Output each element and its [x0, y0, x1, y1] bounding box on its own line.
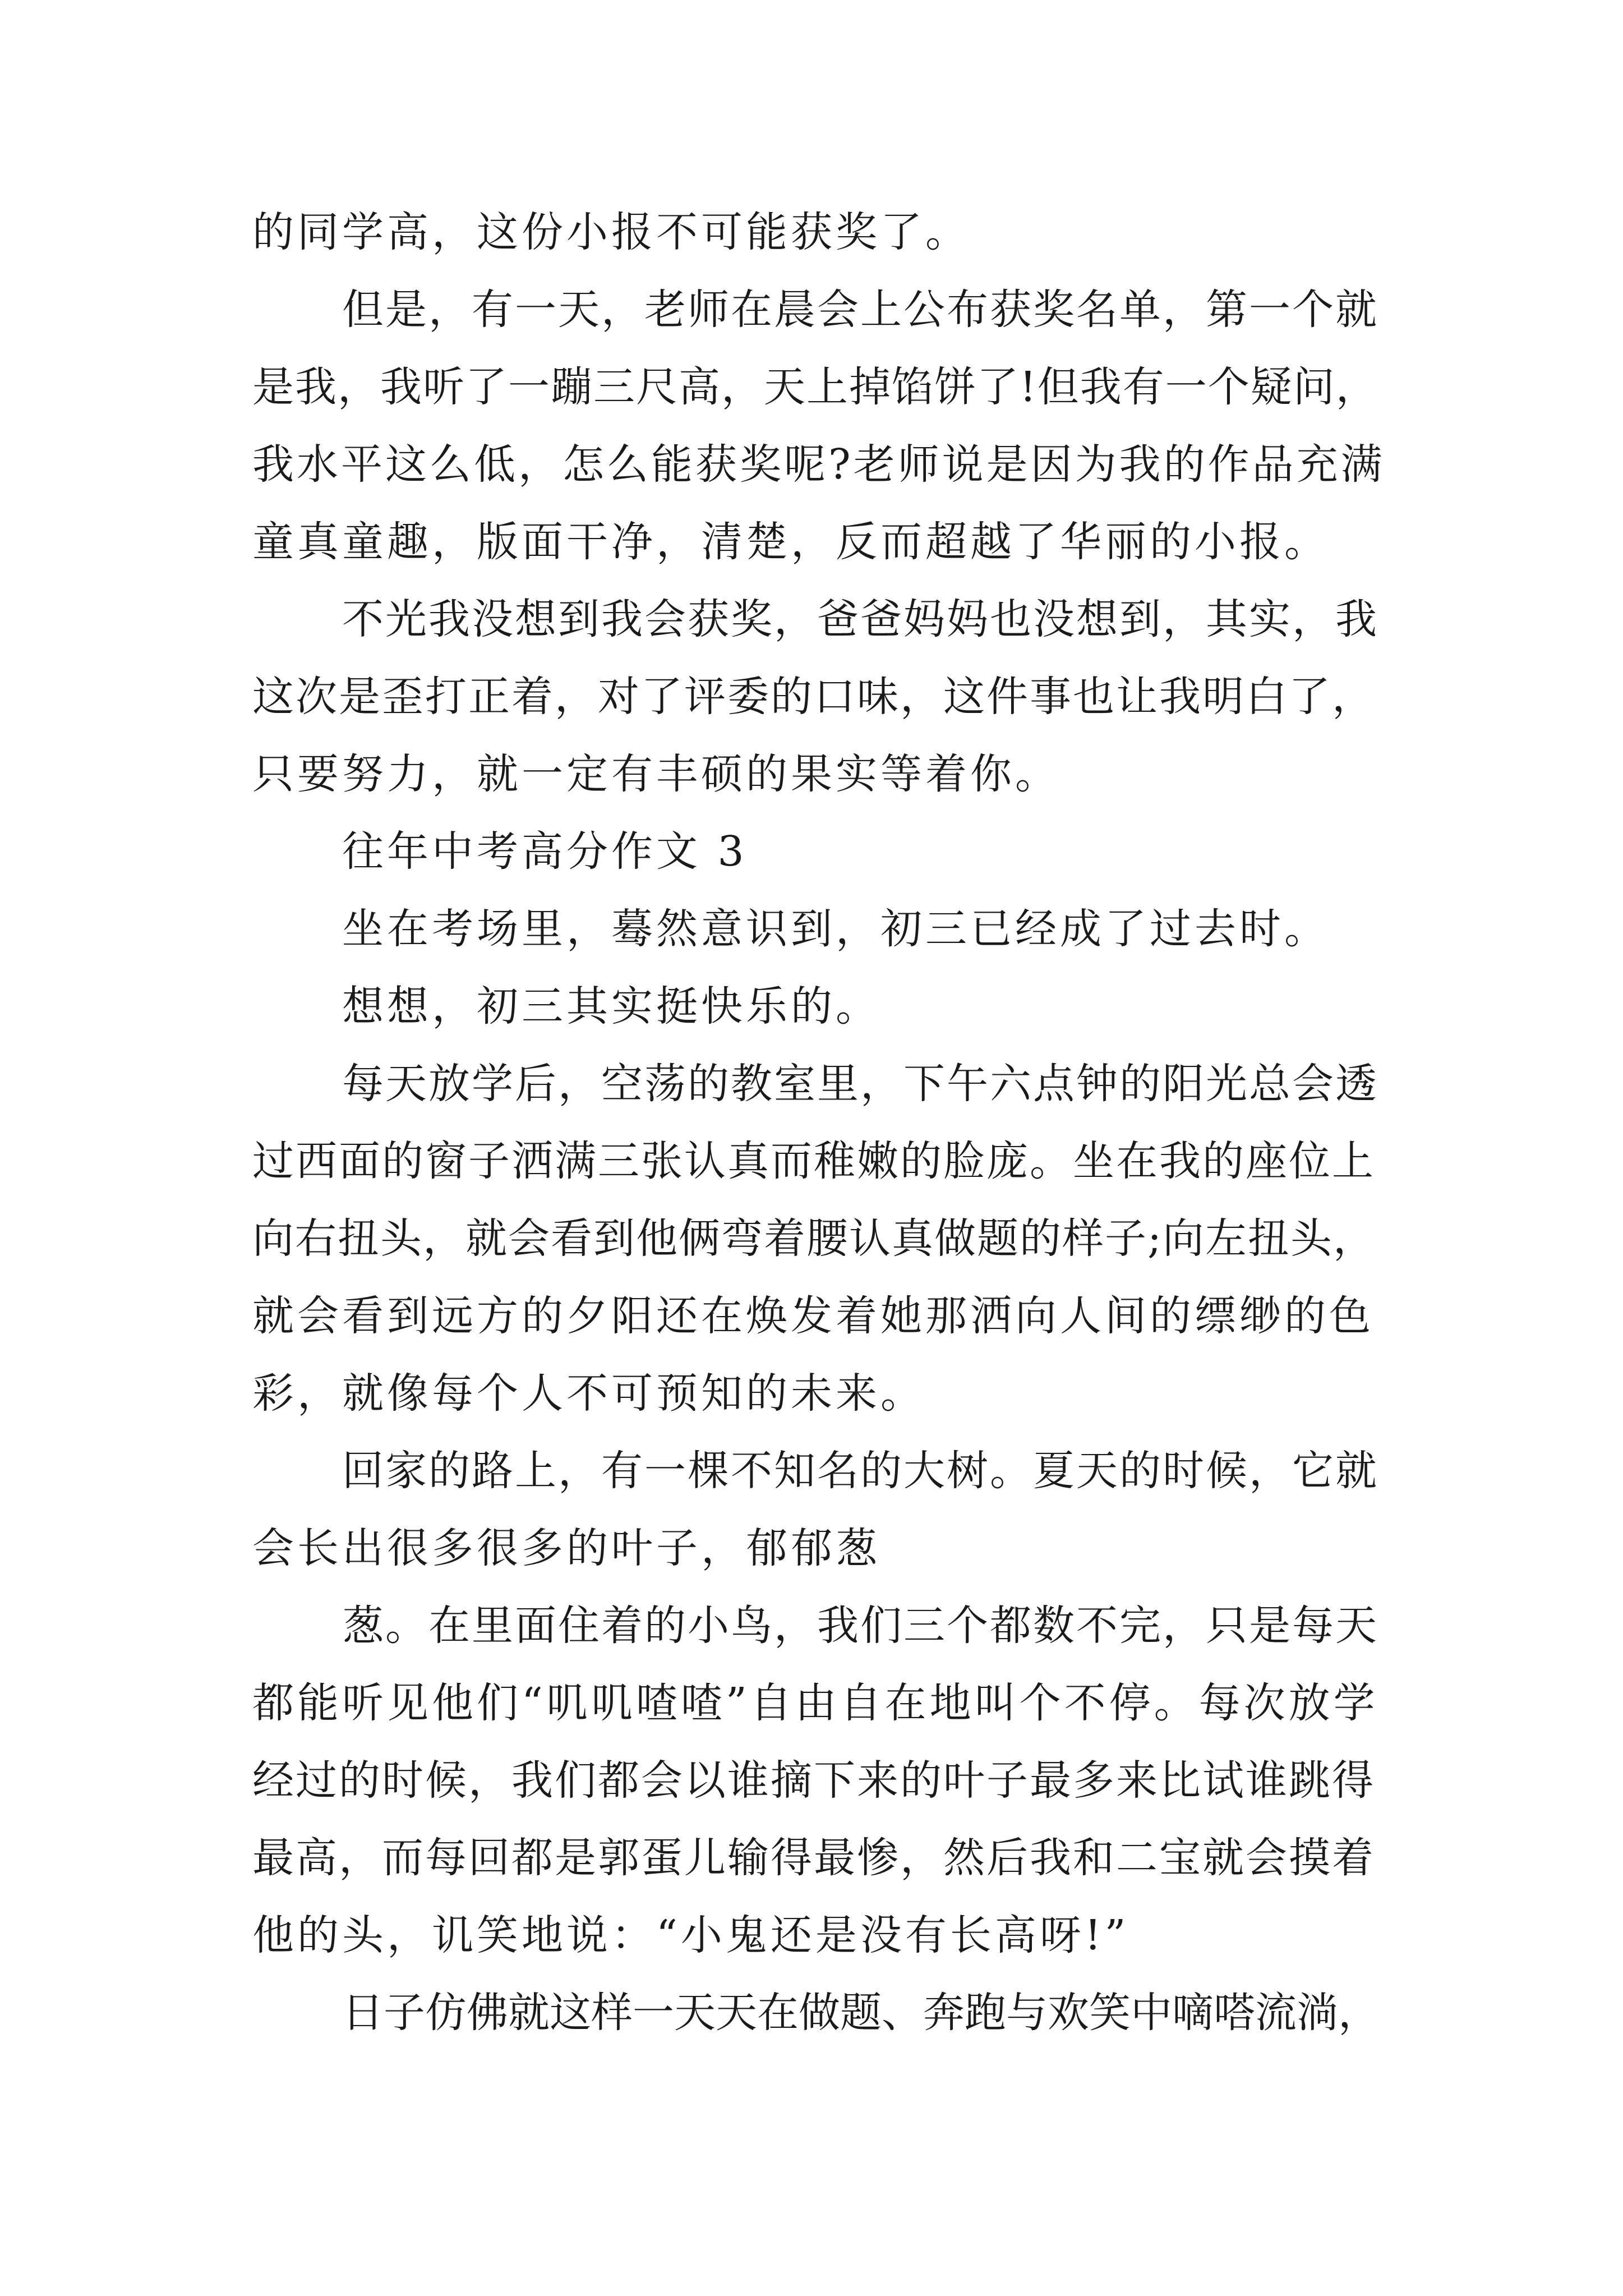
text-line: 想想，初三其实挺快乐的。: [342, 982, 880, 1030]
text-line: 坐在考场里，蓦然意识到，初三已经成了过去时。: [342, 905, 1329, 953]
text-line: 向右扭头，就会看到他俩弯着腰认真做题的样子;向左扭头，: [252, 1214, 1376, 1263]
text-line: 最高，而每回都是郭蛋儿输得最惨，然后我和二宝就会摸着: [252, 1834, 1375, 1882]
text-line: 童真童趣，版面干净，清楚，反而超越了华丽的小报。: [252, 518, 1329, 566]
text-line: 都能听见他们“叽叽喳喳”自由自在地叫个不停。每次放学: [252, 1679, 1378, 1727]
body-text: [252, 194, 1385, 2051]
text-line: 就会看到远方的夕阳还在焕发着她那洒向人间的缥缈的色: [252, 1292, 1374, 1340]
text-line: 但是，有一天，老师在晨会上公布获奖名单，第一个就: [342, 286, 1378, 334]
text-line: 只要努力，就一定有丰硕的果实等着你。: [252, 750, 1060, 798]
text-line: 我水平这么低，怎么能获奖呢?老师说是因为我的作品充满: [252, 440, 1385, 489]
text-line: 是我，我听了一蹦三尺高，天上掉馅饼了!但我有一个疑问，: [252, 363, 1378, 411]
text-line: 日子仿佛就这样一天天在做题、奔跑与欢笑中嘀嗒流淌，: [342, 1989, 1380, 2037]
text-line: 经过的时候，我们都会以谁摘下来的叶子最多来比试谁跳得: [252, 1756, 1375, 1805]
text-line: 过西面的窗子洒满三张认真而稚嫩的脸庞。坐在我的座位上: [252, 1137, 1375, 1185]
section-heading: 往年中考高分作文 3: [342, 827, 748, 876]
text-line: 每天放学后，空荡的教室里，下午六点钟的阳光总会透: [342, 1060, 1378, 1108]
text-line: 会长出很多很多的叶子，郁郁葱: [252, 1524, 880, 1572]
text-line: 这次是歪打正着，对了评委的口味，这件事也让我明白了，: [252, 673, 1375, 721]
text-line: 回家的路上，有一棵不知名的大树。夏天的时候，它就: [342, 1447, 1378, 1495]
text-line: 葱。在里面住着的小鸟，我们三个都数不完，只是每天: [342, 1602, 1378, 1650]
text-line: 的同学高，这份小报不可能获奖了。: [252, 208, 970, 256]
text-line: 彩，就像每个人不可预知的未来。: [252, 1369, 925, 1418]
text-line: 不光我没想到我会获奖，爸爸妈妈也没想到，其实，我: [342, 595, 1378, 643]
text-line: 他的头，讥笑地说：“小鬼还是没有长高呀!”: [252, 1911, 1129, 1959]
